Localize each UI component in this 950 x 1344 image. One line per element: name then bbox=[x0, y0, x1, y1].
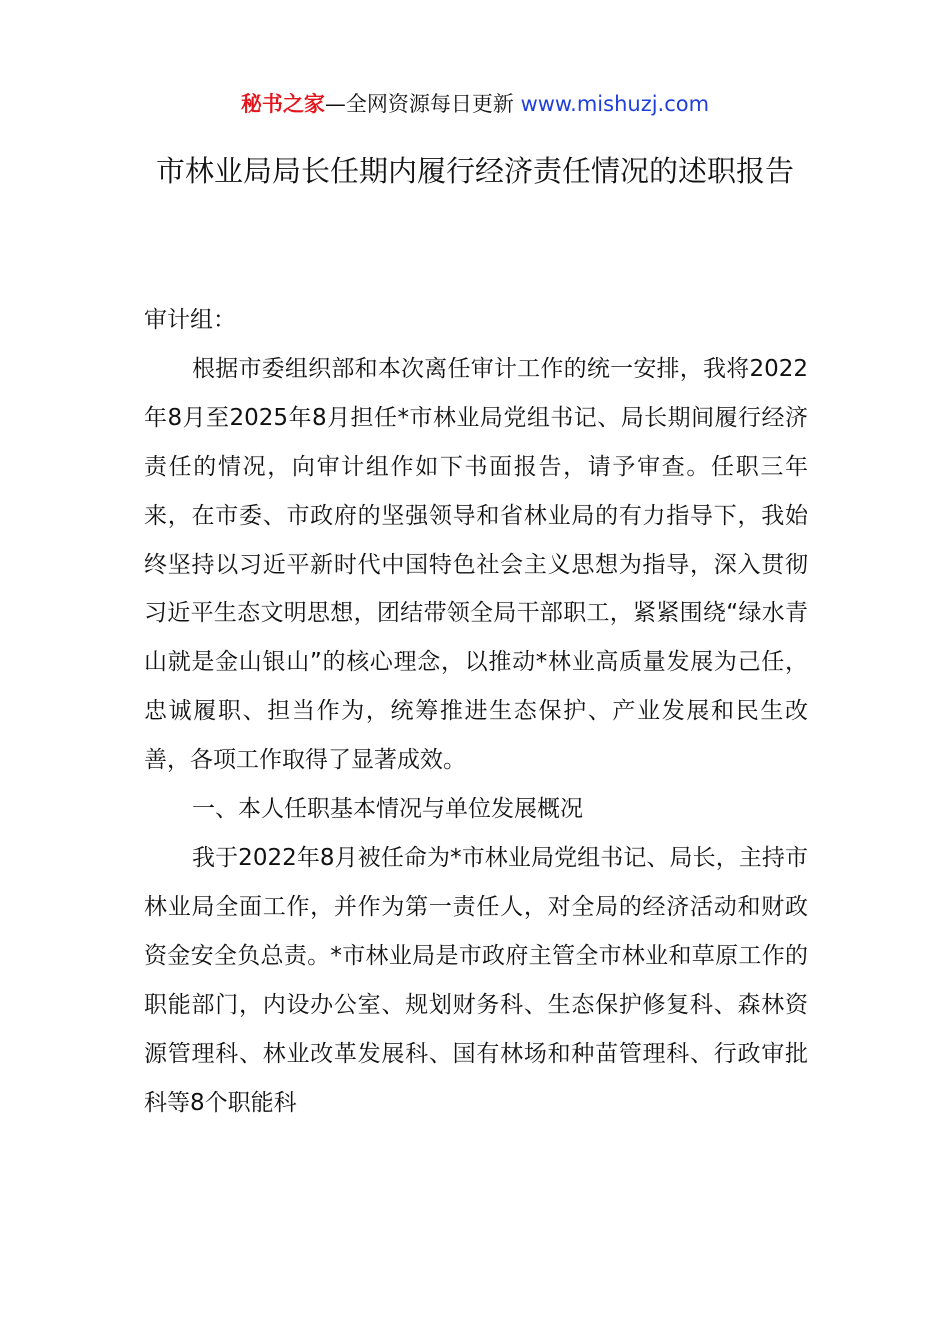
intro-paragraph: 根据市委组织部和本次离任审计工作的统一安排，我将2022年8月至2025年8月担任*市林业局党组书记、局长期间履行经济责任的情况，向审计组作如下书面报告，请予审查。任职三年来，在市委、市政府的坚强领导和省林业局的有力指导下，我始终坚持以习近平新时代中国特色社会主义思想为指导，深入贯彻习近平生态文明思想，团结带领全局干部职工，紧紧围绕“绿水青山就是金山银山”的核心理念，以推动*林业高质量发展为己任，忠诚履职、担当作为，统筹推进生态保护、产业发展和民生改善，各项工作取得了显著成效。 bbox=[144, 355, 808, 774]
brand-name: 秘书之家 bbox=[240, 92, 325, 116]
site-header bbox=[0, 88, 950, 120]
document-title: 市林业局局长任期内履行经济责任情况的述职报告 bbox=[155, 154, 794, 188]
salutation: 审计组： bbox=[144, 307, 236, 333]
site-url-link[interactable]: www.mishuzj.com bbox=[520, 92, 710, 116]
section-heading: 一、本人任职基本情况与单位发展概况 bbox=[192, 796, 583, 823]
brand-slogan: —全网资源每日更新 bbox=[324, 92, 514, 116]
document-body bbox=[144, 296, 808, 1127]
section-paragraph: 我于2022年8月被任命为*市林业局党组书记、局长，主持市林业局全面工作，并作为第一责任人，对全局的经济活动和财政资金安全负总责。*市林业局是市政府主管全市林业和草原工作的职能部门，内设办公室、规划财务科、生态保护修复科、森林资源管理科、林业改革发展科、国有林场和种苗管理科、行政审批科等8个职能科 bbox=[144, 844, 808, 1116]
